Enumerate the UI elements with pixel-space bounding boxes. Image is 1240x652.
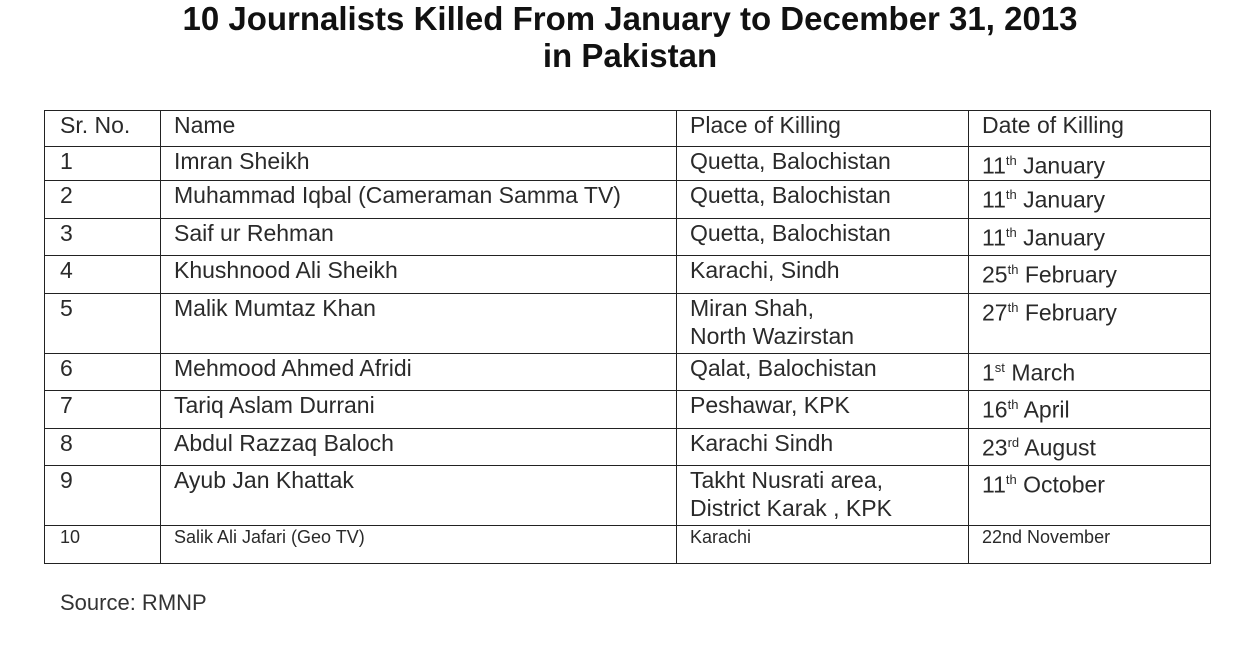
table-row	[45, 219, 1211, 256]
cell-name: Saif ur Rehman	[161, 219, 677, 256]
cell-name: Ayub Jan Khattak	[161, 466, 677, 526]
cell-sr-no: 2	[45, 181, 161, 219]
cell-place: Karachi Sindh	[677, 429, 969, 466]
cell-sr-no: 1	[45, 147, 161, 181]
table-row	[45, 181, 1211, 219]
cell-name: Malik Mumtaz Khan	[161, 294, 677, 354]
table-row	[45, 256, 1211, 294]
cell-name: Muhammad Iqbal (Cameraman Samma TV)	[161, 181, 677, 219]
table-row	[45, 429, 1211, 466]
cell-name: Mehmood Ahmed Afridi	[161, 354, 677, 391]
cell-date: 1st March	[969, 354, 1211, 391]
cell-name: Imran Sheikh	[161, 147, 677, 181]
cell-date: 16th April	[969, 391, 1211, 429]
header-sr-no: Sr. No.	[45, 111, 161, 147]
cell-place: Peshawar, KPK	[677, 391, 969, 429]
cell-place: Karachi	[677, 526, 969, 564]
table-row	[45, 526, 1211, 564]
cell-place: Qalat, Balochistan	[677, 354, 969, 391]
cell-date: 11th January	[969, 181, 1211, 219]
cell-sr-no: 5	[45, 294, 161, 354]
cell-name: Salik Ali Jafari (Geo TV)	[161, 526, 677, 564]
cell-date: 11th January	[969, 147, 1211, 181]
cell-date: 22nd November	[969, 526, 1211, 564]
title-line-1: 10 Journalists Killed From January to December 31, 2013	[182, 0, 1078, 37]
cell-sr-no: 8	[45, 429, 161, 466]
cell-place: Karachi, Sindh	[677, 256, 969, 294]
page-title	[0, 0, 1240, 74]
cell-place: Quetta, Balochistan	[677, 181, 969, 219]
cell-place: Quetta, Balochistan	[677, 219, 969, 256]
cell-date: 23rd August	[969, 429, 1211, 466]
cell-sr-no: 9	[45, 466, 161, 526]
cell-name: Tariq Aslam Durrani	[161, 391, 677, 429]
table-row	[45, 354, 1211, 391]
cell-date: 27th February	[969, 294, 1211, 354]
table-row	[45, 147, 1211, 181]
cell-sr-no: 10	[45, 526, 161, 564]
cell-date: 11th October	[969, 466, 1211, 526]
header-place: Place of Killing	[677, 111, 969, 147]
cell-name: Khushnood Ali Sheikh	[161, 256, 677, 294]
table-row	[45, 294, 1211, 354]
title-line-2: in Pakistan	[542, 37, 718, 74]
table-row	[45, 391, 1211, 429]
cell-sr-no: 7	[45, 391, 161, 429]
cell-date: 25th February	[969, 256, 1211, 294]
cell-sr-no: 6	[45, 354, 161, 391]
table-header-row	[45, 111, 1211, 147]
cell-place: Miran Shah, North Wazirstan	[677, 294, 969, 354]
source-note: Source: RMNP	[60, 590, 207, 615]
cell-date: 11th January	[969, 219, 1211, 256]
cell-name: Abdul Razzaq Baloch	[161, 429, 677, 466]
journalists-table	[44, 110, 1211, 564]
cell-place: Quetta, Balochistan	[677, 147, 969, 181]
cell-sr-no: 3	[45, 219, 161, 256]
cell-sr-no: 4	[45, 256, 161, 294]
cell-place: Takht Nusrati area, District Karak , KPK	[677, 466, 969, 526]
header-date: Date of Killing	[969, 111, 1211, 147]
header-name: Name	[161, 111, 677, 147]
table-row	[45, 466, 1211, 526]
